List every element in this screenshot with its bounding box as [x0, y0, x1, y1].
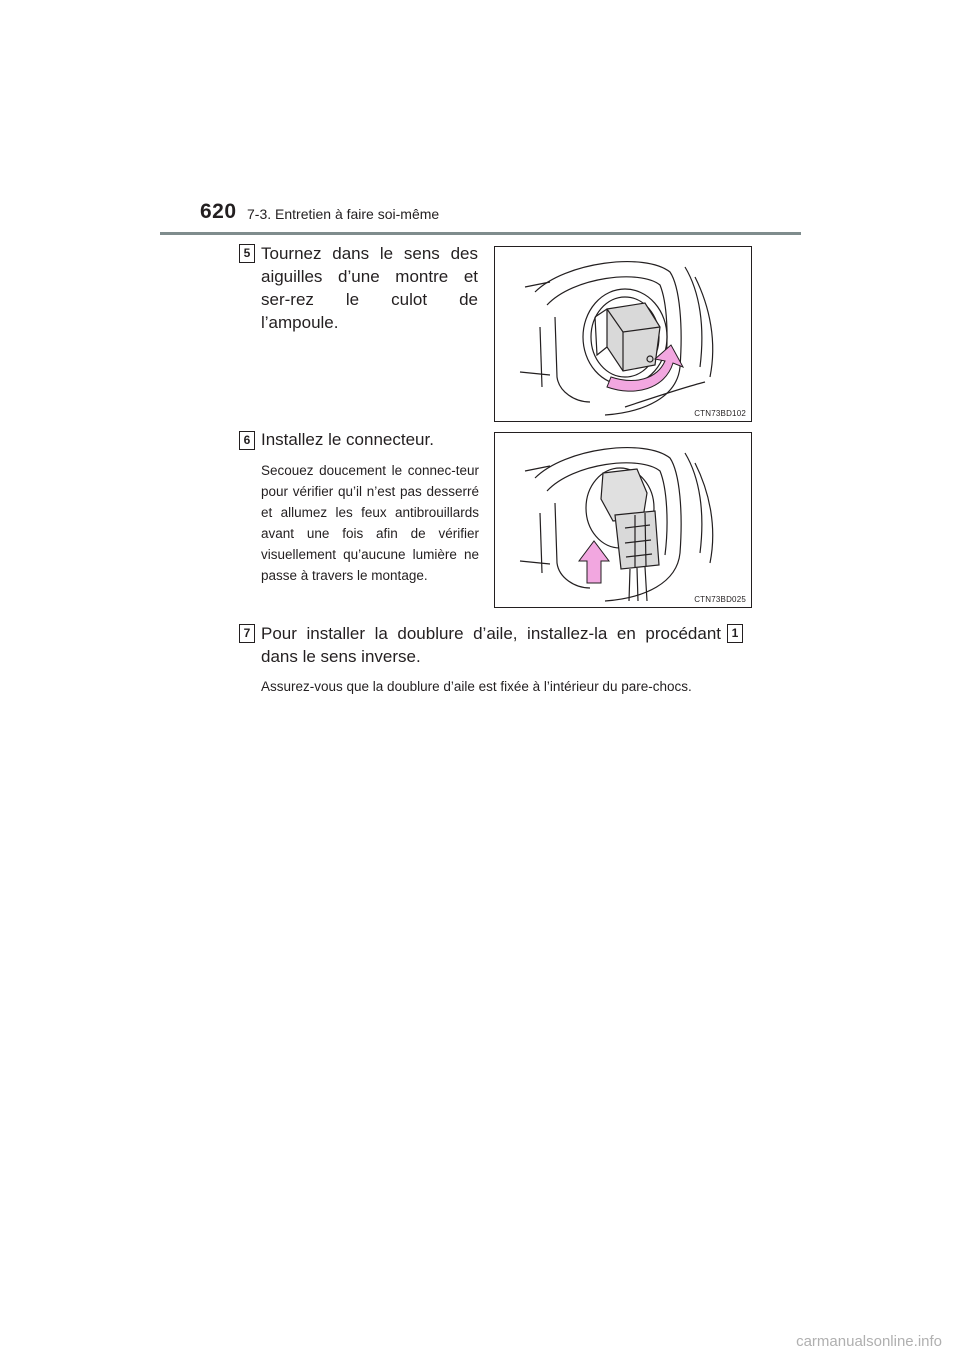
figure-connector-install: [494, 432, 752, 608]
figure-bulb-rotate: [494, 246, 752, 422]
step-6-text: Installez le connecteur.: [261, 430, 434, 449]
step-number-7: 7: [239, 624, 255, 643]
step-number-6: 6: [239, 431, 255, 450]
bulb-rotate-illustration: [495, 247, 751, 421]
figure-code: CTN73BD025: [694, 595, 746, 604]
step-7-text: Pour installer la doublure d’aile, installez-la en procédant dans le sens inverse.: [261, 624, 721, 666]
footer-watermark: carmanualsonline.info: [796, 1333, 942, 1350]
section-title: 7-3. Entretien à faire soi-même: [247, 206, 440, 222]
step-number-5: 5: [239, 244, 255, 263]
connector-install-illustration: [495, 433, 751, 607]
figure-code: CTN73BD102: [694, 409, 746, 418]
step-6-note: Secouez doucement le connec-teur pour vérifier qu’il n’est pas desserré et allumez les feux antibrouillards avant une fois afin de vérifier visuellement qu’aucune lumière ne passe à travers le montage.: [261, 463, 479, 583]
header-rule: [160, 232, 801, 235]
step-5-text: Tournez dans le sens des aiguilles d’une montre et ser-rez le culot de l’ampoule.: [261, 244, 478, 332]
page-number: 620: [200, 200, 237, 223]
step-7-note: Assurez-vous que la doublure d’aile est fixée à l’intérieur du pare-chocs.: [261, 679, 692, 694]
step-reference-1: 1: [727, 624, 743, 643]
